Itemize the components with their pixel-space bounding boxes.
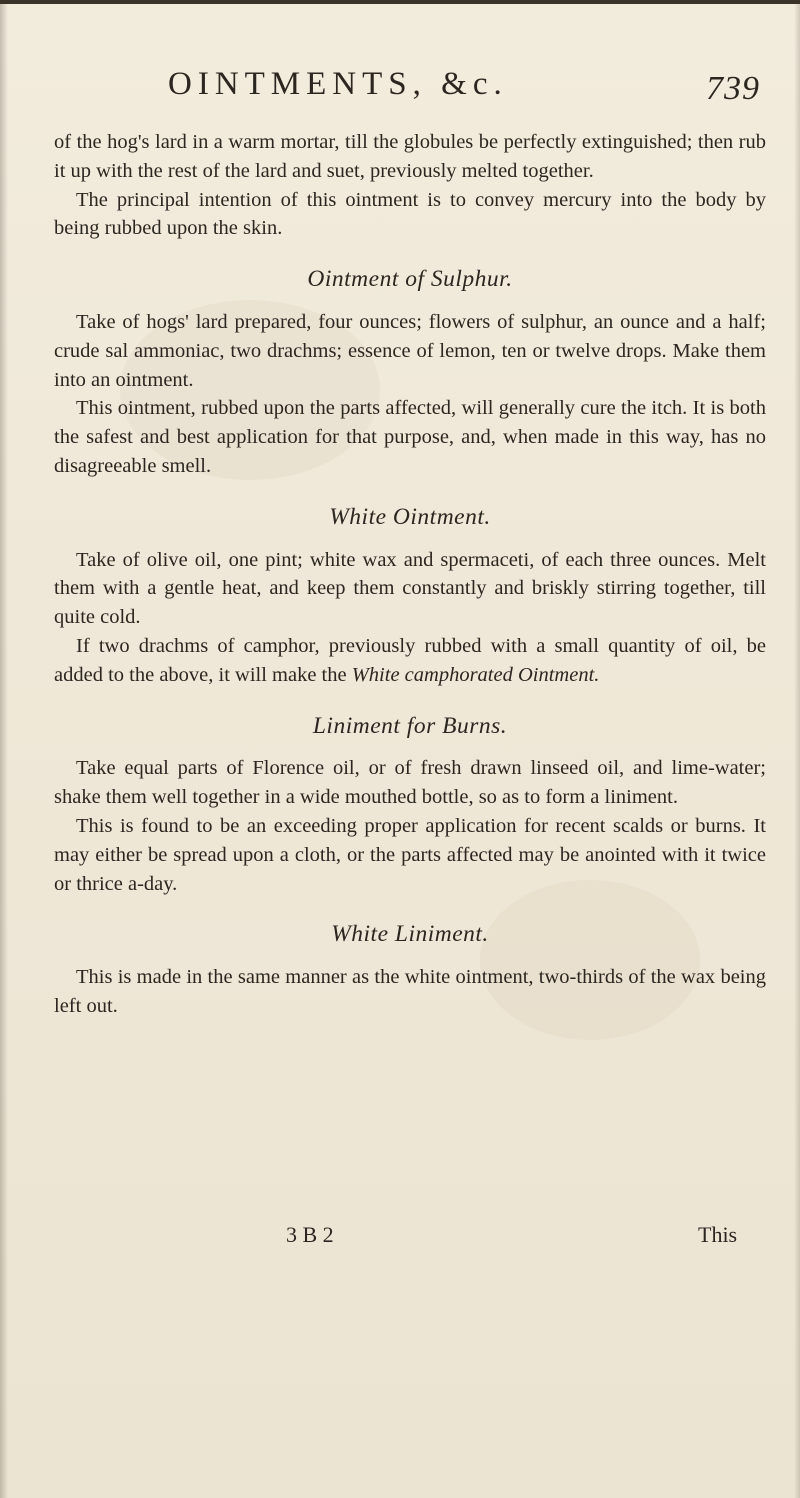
footer-line [54,1222,766,1254]
section-heading-white-liniment: White Liniment. [331,921,489,948]
body-text [54,128,766,1021]
binding-shadow [0,0,8,1498]
paragraph: Take of hogs' lard prepared, four ounces; flowers of sulphur, an ounce and a half; crude sal ammoniac, two drachms; essence of lemon, ten or twelve drops. Make them into an ointment. [54,310,766,391]
paragraph-text: If two drachms of camphor, previously rubbed with a small quantity of oil, be added to the above, it will make the [54,634,766,686]
running-title: OINTMENTS, &c. [168,66,508,102]
paragraph: Take equal parts of Florence oil, or of fresh drawn linseed oil, and lime-water; shake them well together in a wide mouthed bottle, so as to form a liniment. [54,757,766,809]
page-number: 739 [706,70,760,107]
section-heading-sulphur: Ointment of Sulphur. [307,266,513,293]
page-edge-shadow [794,0,800,1498]
paragraph: This is made in the same manner as the white ointment, two-thirds of the wax being left out. [54,966,766,1017]
signature-mark: 3 B 2 [286,1222,334,1247]
paragraph: Take of olive oil, one pint; white wax and spermaceti, of each three ounces. Melt them with a gentle heat, and keep them constantly and briskly stirring together, till quite cold. [54,548,766,629]
section-heading-white-ointment: White Ointment. [329,503,491,530]
catchword: This [698,1222,738,1247]
paragraph: The principal intention of this ointment is to convey mercury into the body by being rubbed upon the skin. [54,188,766,240]
paragraph [54,632,766,690]
paragraph: This ointment, rubbed upon the parts affected, will generally cure the itch. It is both the safest and best application for that purpose, and, when made in this way, has no disagreeable smell. [54,397,766,477]
paragraph: of the hog's lard in a warm mortar, till the globules be perfectly extinguished; then rub it up with the rest of the lard and suet, previously melted together. [54,131,766,182]
paragraph: This is found to be an exceeding proper application for recent scalds or burns. It may either be spread upon a cloth, or the parts affected may be anointed with it twice or thrice a-day. [54,814,766,895]
italic-term: White camphorated Ointment. [351,663,600,686]
running-head [0,66,800,116]
section-heading-burns: Liniment for Burns. [312,712,508,739]
top-border [0,0,800,4]
